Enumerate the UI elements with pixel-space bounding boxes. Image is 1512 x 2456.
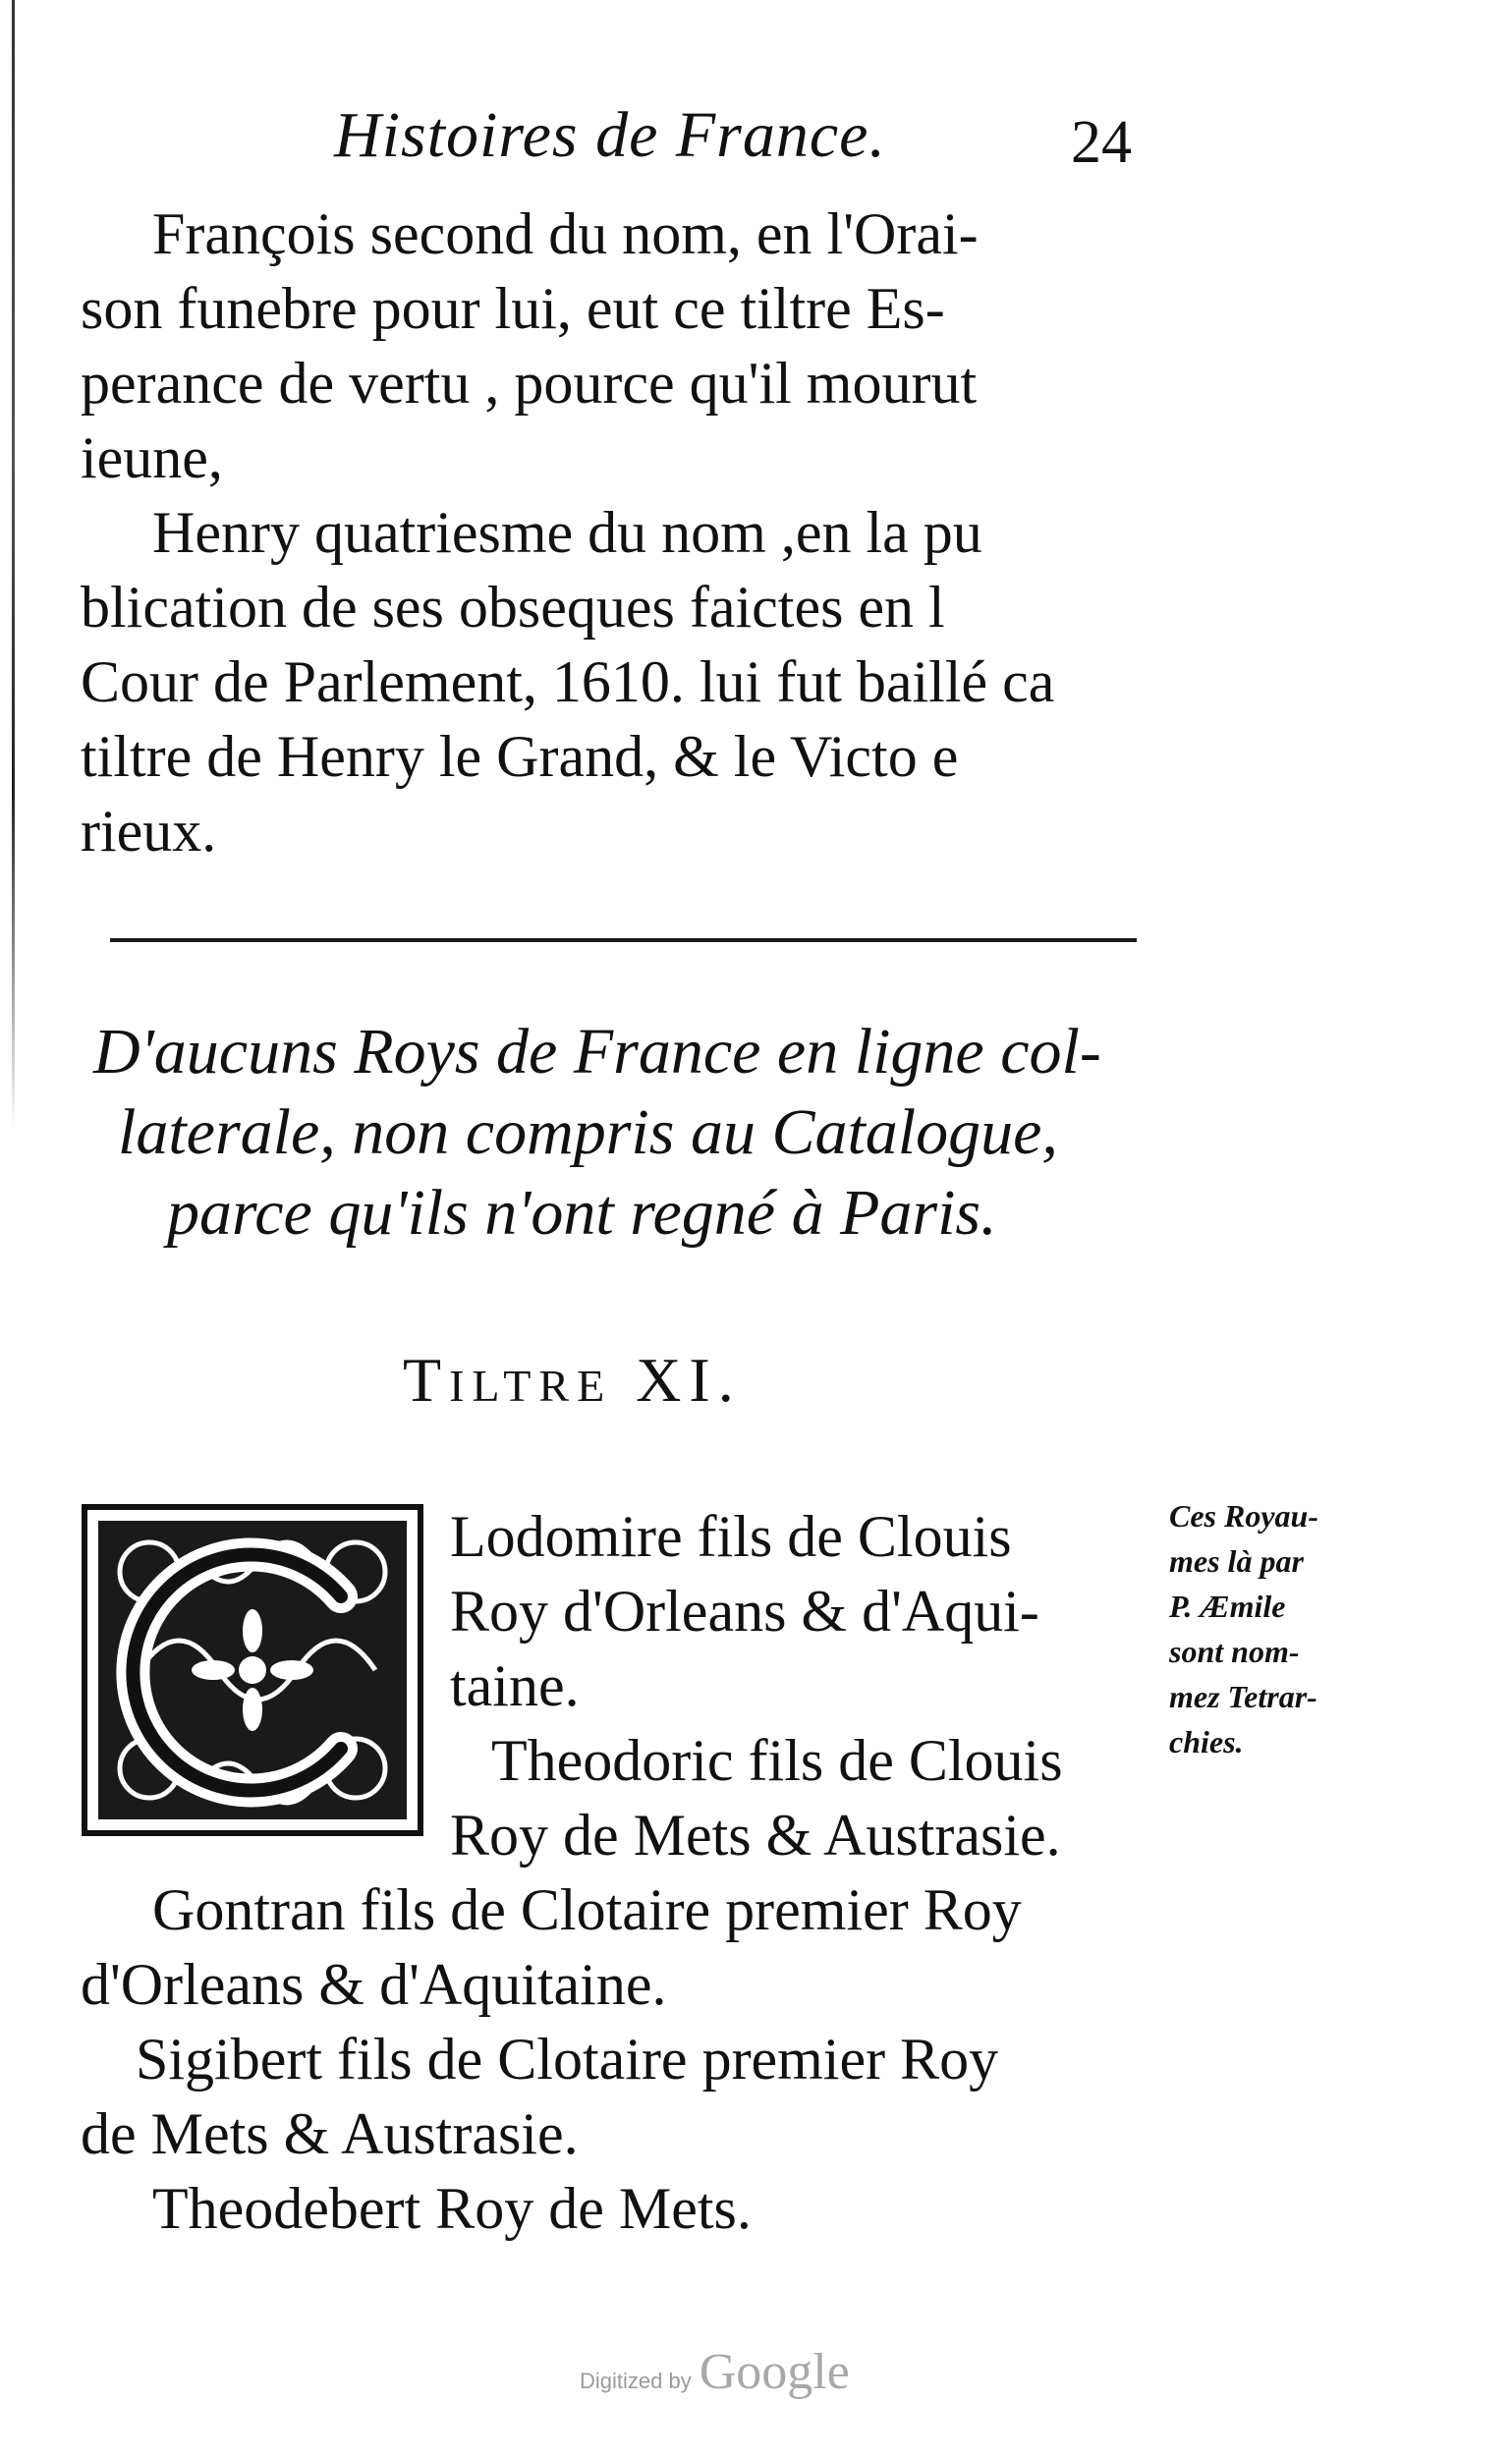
paragraph-line: Cour de Parlement, 1610. lui fut baillé ca xyxy=(81,649,1055,714)
paragraph-line: Theodoric fils de Clouis xyxy=(491,1728,1063,1793)
chapter-title-smallcaps: ILTRE xyxy=(449,1361,613,1411)
paragraph-line: d'Orleans & d'Aquitaine. xyxy=(81,1952,667,2017)
paragraph-line: perance de vertu , pource qu'il mourut xyxy=(81,351,978,416)
paragraph-line: taine. xyxy=(450,1653,580,1718)
paragraph-line: Henry quatriesme du nom ,en la pu xyxy=(152,500,982,565)
paragraph-line: Theodebert Roy de Mets. xyxy=(152,2176,752,2241)
marginal-note-line: P. Æmile xyxy=(1169,1589,1286,1624)
paragraph-line: son funebre pour lui, eut ce tiltre Es- xyxy=(81,276,945,341)
decorated-initial-C-icon xyxy=(81,1503,424,1837)
paragraph-line: Sigibert fils de Clotaire premier Roy xyxy=(136,2027,999,2092)
marginal-note-line: mez Tetrar- xyxy=(1169,1679,1317,1714)
marginal-note-line: sont nom- xyxy=(1169,1634,1300,1669)
section-heading-line: parce qu'ils n'ont regné à Paris. xyxy=(167,1177,997,1249)
paragraph-line: Roy de Mets & Austrasie. xyxy=(450,1803,1061,1868)
paragraph-line: François second du nom, en l'Orai- xyxy=(152,201,979,266)
marginal-note-line: Ces Royau- xyxy=(1169,1498,1318,1534)
digitized-watermark xyxy=(580,2343,850,2401)
section-rule xyxy=(110,938,1137,942)
chapter-title-number: XI. xyxy=(636,1345,742,1415)
page-edge-line xyxy=(12,0,15,1130)
paragraph-line: Lodomire fils de Clouis xyxy=(450,1504,1012,1569)
section-heading-line: D'aucuns Roys de France en ligne col- xyxy=(93,1016,1101,1088)
watermark-prefix: Digitized by xyxy=(580,2369,692,2393)
section-heading-line: laterale, non compris au Catalogue, xyxy=(118,1096,1058,1168)
chapter-title-first: T xyxy=(403,1345,450,1415)
watermark-brand: Google xyxy=(699,2344,850,2400)
marginal-note xyxy=(1169,1493,1318,1764)
paragraph-line: blication de ses obseques faictes en l xyxy=(81,575,945,640)
marginal-note-line: mes là par xyxy=(1169,1543,1304,1579)
paragraph-line: de Mets & Austrasie. xyxy=(81,2101,579,2166)
page-number: 24 xyxy=(1071,109,1132,176)
marginal-note-line: chies. xyxy=(1169,1724,1244,1759)
paragraph-line: Roy d'Orleans & d'Aqui- xyxy=(450,1579,1039,1644)
running-head: Histoires de France. xyxy=(334,99,886,171)
chapter-title xyxy=(403,1344,742,1417)
paragraph-line: ieune, xyxy=(81,425,223,490)
paragraph-line: Gontran fils de Clotaire premier Roy xyxy=(152,1877,1022,1942)
paragraph-line: rieux. xyxy=(81,799,217,864)
paragraph-line: tiltre de Henry le Grand, & le Victo e xyxy=(81,724,959,789)
